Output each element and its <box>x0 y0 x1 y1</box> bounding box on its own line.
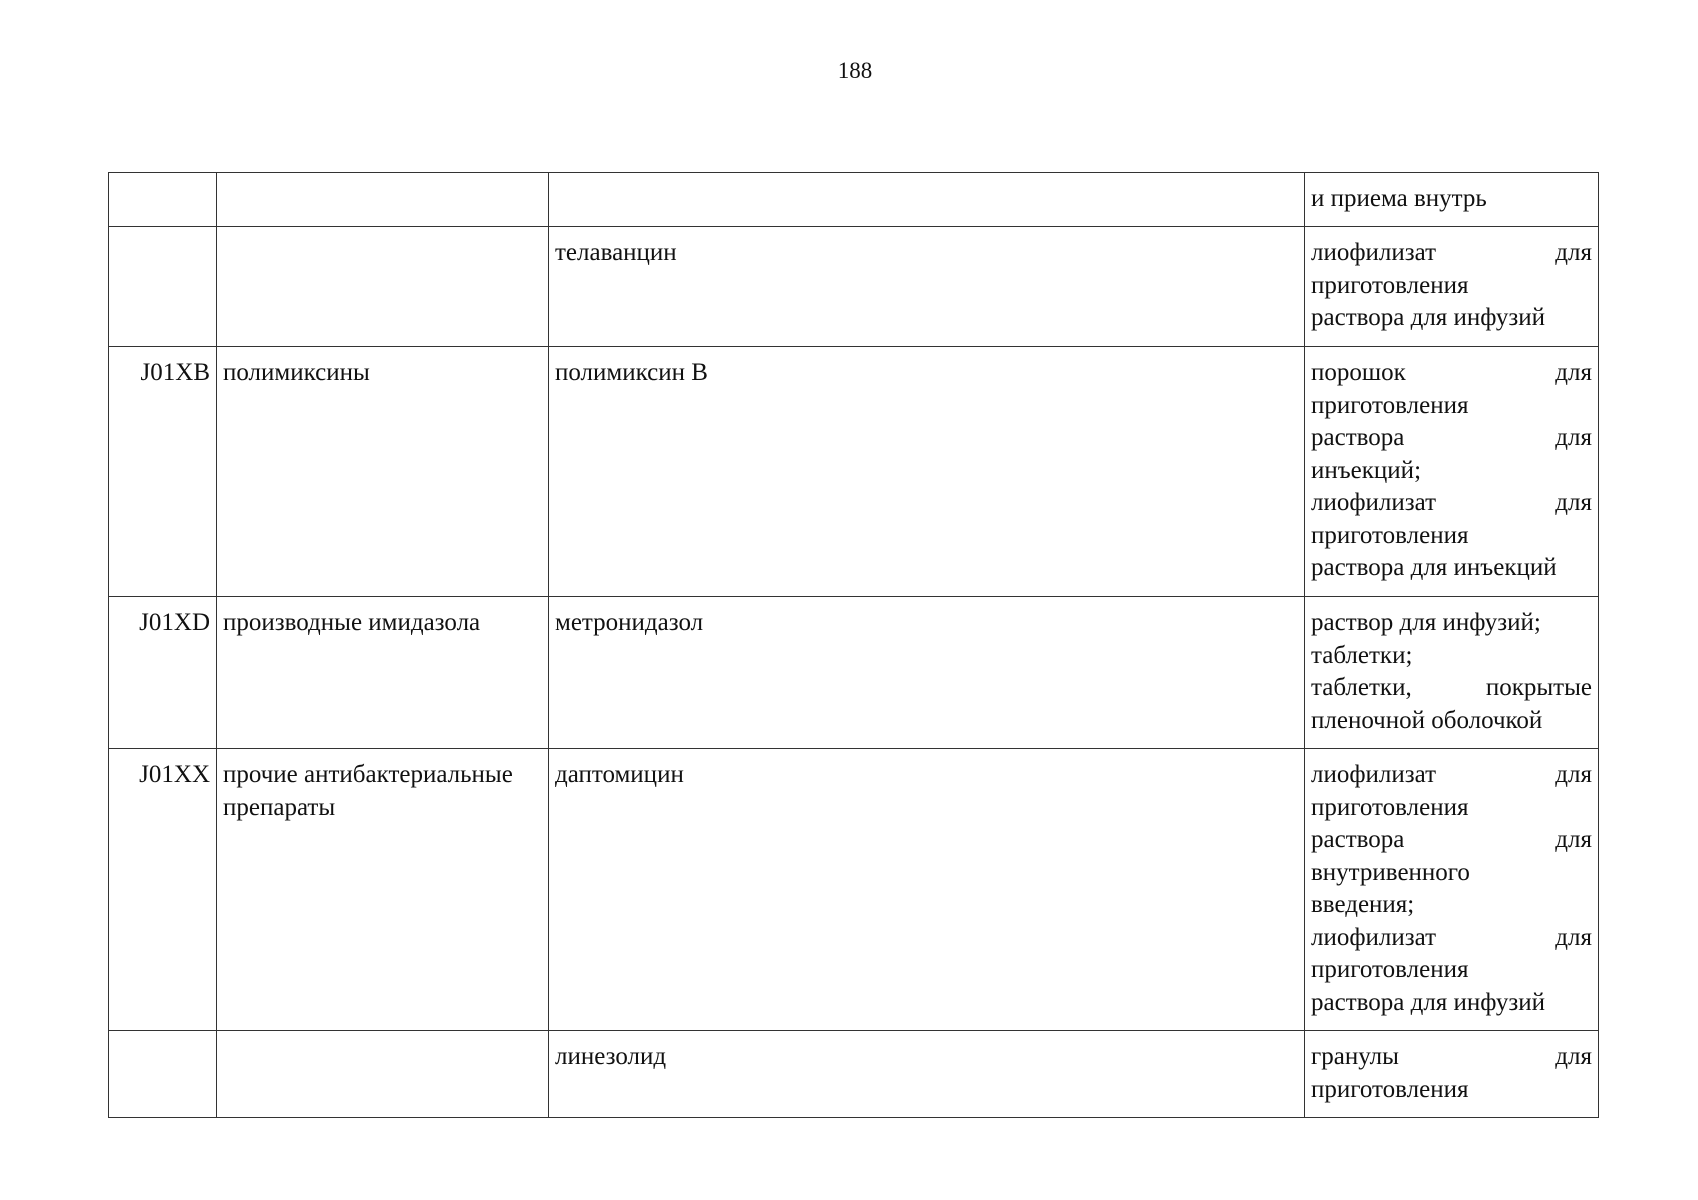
drug-name-cell: полимиксин В <box>549 347 1305 597</box>
atc-code-cell <box>109 227 217 347</box>
dosage-form-line: гранулы для <box>1311 1043 1592 1070</box>
drug-table <box>108 172 1599 1118</box>
dosage-form-line: раствор для инфузий; <box>1311 609 1541 636</box>
drug-group-cell <box>217 227 549 347</box>
dosage-form-cell <box>1305 173 1599 227</box>
drug-name-cell: линезолид <box>549 1031 1305 1118</box>
atc-code-cell <box>109 1031 217 1118</box>
drug-name-cell <box>549 173 1305 227</box>
dosage-form-line: внутривенного <box>1311 858 1470 886</box>
table-row <box>109 173 1599 227</box>
drug-group-cell <box>217 173 549 227</box>
table-row <box>109 749 1599 1031</box>
dosage-form-line: введения; <box>1311 891 1415 918</box>
dosage-form-line: лиофилизат для <box>1311 489 1592 516</box>
table-row <box>109 1031 1599 1118</box>
dosage-form-line: таблетки; <box>1311 641 1413 669</box>
dosage-form-line: инъекций; <box>1311 456 1422 484</box>
drug-group-cell: прочие антибактериальные препараты <box>217 749 549 1031</box>
dosage-form-line: лиофилизат для <box>1311 761 1592 788</box>
dosage-form-line: приготовления <box>1311 1075 1469 1103</box>
atc-code-cell <box>109 173 217 227</box>
drug-group-cell: полимиксины <box>217 347 549 597</box>
drug-name-cell: даптомицин <box>549 749 1305 1031</box>
dosage-form-line: раствора для инфузий <box>1311 304 1546 331</box>
dosage-form-line: таблетки, покрытые <box>1311 674 1592 701</box>
dosage-form-line: порошок для <box>1311 359 1592 386</box>
drug-name-cell: метронидазол <box>549 597 1305 749</box>
atc-code-cell: J01XX <box>109 749 217 1031</box>
dosage-form-line: приготовления <box>1311 956 1469 983</box>
drug-group-cell: производные имидазола <box>217 597 549 749</box>
dosage-form-cell <box>1305 749 1599 1031</box>
drug-name-cell: телаванцин <box>549 227 1305 347</box>
dosage-form-line: и приема внутрь <box>1311 185 1487 212</box>
dosage-form-cell <box>1305 347 1599 597</box>
dosage-form-cell <box>1305 1031 1599 1118</box>
dosage-form-line: пленочной оболочкой <box>1311 706 1543 734</box>
table-row <box>109 227 1599 347</box>
dosage-form-line: раствора для инфузий <box>1311 988 1546 1016</box>
dosage-form-line: приготовления <box>1311 391 1469 419</box>
dosage-form-cell <box>1305 597 1599 749</box>
table-row <box>109 347 1599 597</box>
atc-code-cell: J01XD <box>109 597 217 749</box>
dosage-form-line: приготовления <box>1311 521 1469 549</box>
dosage-form-line: приготовления <box>1311 271 1469 299</box>
dosage-form-line: раствора для инъекций <box>1311 554 1557 581</box>
drug-group-cell <box>217 1031 549 1118</box>
dosage-form-line: лиофилизат для <box>1311 239 1592 266</box>
dosage-form-line: раствора для <box>1311 424 1592 451</box>
table-body <box>109 173 1599 1118</box>
dosage-form-line: приготовления <box>1311 793 1469 821</box>
dosage-form-line: лиофилизат для <box>1311 923 1592 951</box>
dosage-form-line: раствора для <box>1311 826 1592 853</box>
dosage-form-cell <box>1305 227 1599 347</box>
table-row <box>109 597 1599 749</box>
atc-code-cell: J01XB <box>109 347 217 597</box>
page-number: 188 <box>837 58 873 83</box>
